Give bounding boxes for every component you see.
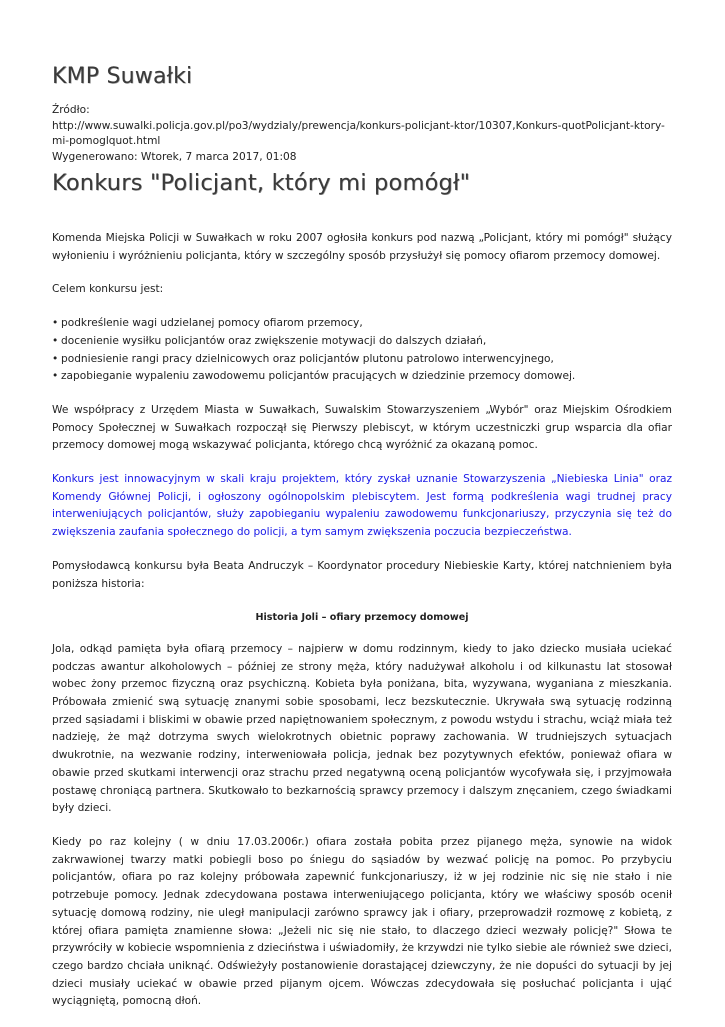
article-body [52,230,672,1027]
goals-heading: Celem konkursu jest: [52,283,164,296]
story-paragraph-2: Kiedy po raz kolejny ( w dniu 17.03.2006r.) ofiara została pobita przez pijanego męża, synowie na widok zakrwawionej twarzy matki pobiegli boso po śniegu do sąsiadów by wezwać policję na pomoc. Po przybyciu policjantów, ofiara po raz kolejny próbowała zapewnić funkcjonariuszy, iż w jej rodzinie nic się nie stało i nie potrzebuje pomocy. Jednak zdecydowana postawa interweniującego policjanta, który we właściwy sposób ocenił sytuację domową rodziny, nie uległ manipulacji zarówno sprawcy jak i ofiary, przeprowadził rozmowę z kobietą, z której ofiara pamięta znamienne słowa: „Jeżeli nic się nie stało, to dlaczego dzieci wezwały policję?" Słowa te przywróciły w kobiecie wspomnienia z dzieciństwa i uświadomiły, że krzywdzi nie tylko siebie ale również swe dzieci, czego bardzo chciała uniknąć. Odświeżyły postanowienie dorastającej dziewczyny, że nie dopuści do sytuacji by jej dzieci musiały uciekać w obawie przed pijanym ojcem. Wówczas zdecydowała się posłuchać policjanta i ująć wyciągniętą, pomocną dłoń. [52,835,672,1008]
innovation-paragraph: Konkurs jest innowacyjnym w skali kraju projektem, który zyskał uznanie Stowarzyszenia „Niebieska Linia" oraz Komendy Głównej Policji, i ogłoszony ogólnopolskim plebiscytem. Jest formą podkreślenia wagi trudnej pracy interweniujących policjantów, służy zapobieganiu wypaleniu zawodowemu funkcjonariuszy, przyczynia się też do zwiększenia zaufania społecznego do policji, a tym samym zwiększenia poczucia bezpieczeństwa. [52,473,672,539]
list-item: • docenienie wysiłku policjantów oraz zwiększenie motywacji do dalszych działań, [52,333,672,351]
source-label: Źródło: [52,104,90,116]
list-item: • podniesienie rangi pracy dzielnicowych oraz policjantów plutonu patrolowo interwencyjnego, [52,351,672,369]
originator-paragraph: Pomysłodawcą konkursu była Beata Andruczyk – Koordynator procedury Niebieskie Karty, której natchnieniem była poniższa historia: [52,559,672,590]
list-item: • zapobieganie wypaleniu zawodowemu policjantów pracujących w dziedzinie przemocy domowej. [52,368,672,386]
story-heading: Historia Joli – ofiary przemocy domowej [255,612,469,624]
story-paragraph-1: Jola, odkąd pamięta była ofiarą przemocy – najpierw w domu rodzinnym, kiedy to jako dziecko musiała uciekać podczas awantur alkoholowych – później ze strony męża, który nadużywał alkoholu i od kilkunastu lat stosował wobec żony przemoc fizyczną oraz psychiczną. Kobieta była poniżana, bita, wyzywana, wyganiana z mieszkania. Próbowała zmienić swą sytuację znanymi sobie sposobami, lecz bezskutecznie. Ukrywała swą sytuację rodzinną przed sąsiadami i bliskimi w obawie przed napiętnowaniem społecznym, z powodu wstydu i strachu, wciąż miała też nadzieję, że mąż dotrzyma swych wielokrotnych obietnic poprawy zachowania. W trudniejszych sytuacjach dwukrotnie, na wezwanie rodziny, interweniowała policja, jednak bez pozytywnych efektów, ponieważ ofiara w obawie przed skutkami interwencji oraz strachu przed negatywną oceną policjantów wycofywała się, i przyjmowała postawę chroniącą partnera. Skutkowało to bezkarnością sprawcy przemocy i dalszym znęcaniem, czego świadkami były dzieci. [52,642,672,815]
article-title: Konkurs "Policjant, który mi pomógł" [52,170,471,196]
bullet-icon: • [52,317,59,330]
bullet-icon: • [52,352,59,365]
bullet-icon: • [52,370,59,383]
goals-list [52,315,672,386]
list-item: • podkreślenie wagi udzielanej pomocy ofiarom przemocy, [52,315,672,333]
intro-paragraph: Komenda Miejska Policji w Suwałkach w roku 2007 ogłosiła konkurs pod nazwą „Policjant, który mi pomógł" służący wyłonieniu i wyróżnieniu policjanta, który w szczególny sposób przysłużył się pomocy ofiarom przemocy domowej. [52,232,672,262]
site-title: KMP Suwałki [52,64,193,89]
cooperation-paragraph: We współpracy z Urzędem Miasta w Suwałkach, Suwalskim Stowarzyszeniem „Wybór" oraz Miejskim Ośrodkiem Pomocy Społecznej w Suwałkach rozpoczął się Pierwszy plebiscyt, w którym uczestniczki grup wsparcia dla ofiar przemocy domowej mogą wskazywać policjanta, którego chcą wyróżnić za okazaną pomoc. [52,403,672,452]
source-url[interactable]: http://www.suwalki.policja.gov.pl/po3/wydzialy/prewencja/konkurs-policjant-ktor/10307,Konkurs-quotPolicjant-ktory-mi-pomoglquot.html [52,119,665,147]
document-meta [52,103,674,165]
generated-date: Wygenerowano: Wtorek, 7 marca 2017, 01:08 [52,150,297,163]
bullet-icon: • [52,334,59,347]
